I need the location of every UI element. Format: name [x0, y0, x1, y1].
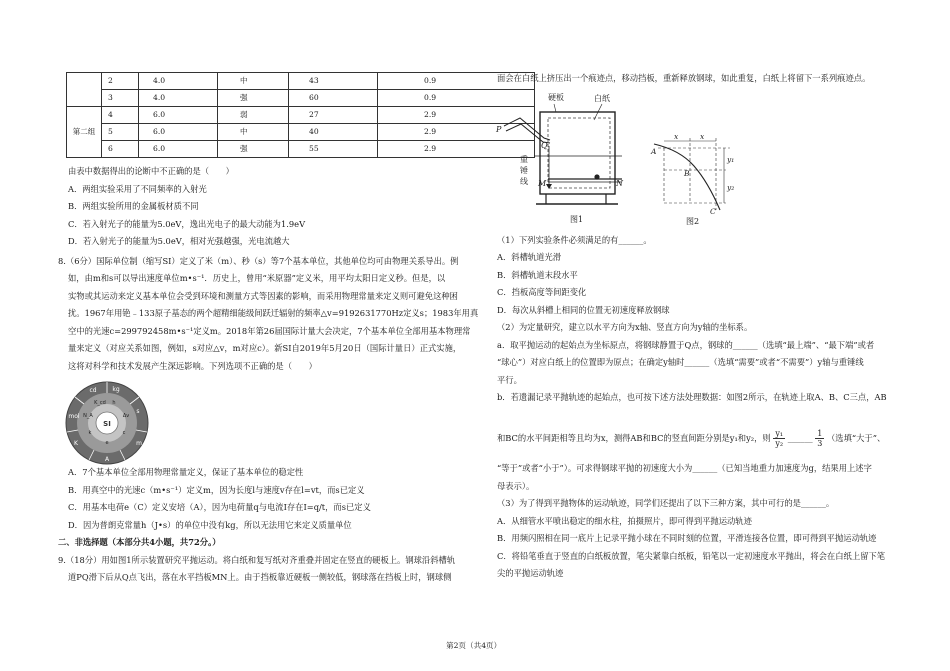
fig2-label-a: A [651, 147, 657, 156]
q9-part2b-line-4: 母表示）。 [497, 481, 535, 491]
q9-part3-option-b: B．用频闪照相在同一底片上记录平抛小球在不同时刻的位置，平滑连接各位置，即可得到平抛运动轨迹 [497, 533, 877, 543]
q8-line-1: 8.（6分）国际单位制（缩写SI）定义了米（m）、秒（s）等7个基本单位，其他单位均可由物理关系导出。例 [58, 256, 459, 266]
fig2-label-y2: y₂ [727, 183, 735, 192]
q9-part1-option-d: D．每次从斜槽上相同的位置无初速度释放钢球 [497, 305, 670, 315]
fig2-label-x1: x [674, 132, 679, 141]
section-two-heading: 二、非选择题（本部分共4小题，共72分。） [58, 537, 221, 547]
q7-option-a: A．两组实验采用了不同频率的入射光 [68, 184, 207, 194]
q8-option-c: C．用基本电荷e（C）定义安培（A），因为电荷量q与电流I存在I=q/t，而s已定义 [68, 502, 371, 512]
table-row: 6 6.0 强 55 2.9 [67, 141, 535, 158]
q8-option-d: D．因为普朗克常量h（J•s）的单位中没有kg，所以无法用它来定义质量单位 [68, 520, 352, 530]
fig1-caption: 图1 [570, 215, 584, 224]
q8-line-2: 如，由m和s可以导出速度单位m•s⁻¹．历史上，曾用“米原器”定义米，用平均太阳日定义秒。但是，以 [68, 273, 446, 283]
si-const-kcd: K_cd [94, 400, 106, 406]
fig2-label-y1: y₁ [727, 155, 735, 164]
fig1-label-plumb-3: 线 [520, 177, 528, 186]
q9-part1-option-b: B．斜槽轨道末段水平 [497, 270, 578, 280]
q8-option-b: B．用真空中的光速c（m•s⁻¹）定义m，因为长度l与速度v存在l=vt，而s已定义 [68, 485, 365, 495]
si-const-e: e [105, 440, 109, 446]
figure-2-trajectory [650, 130, 750, 226]
si-unit-m: m [136, 440, 142, 447]
figure-1-apparatus [494, 90, 644, 226]
si-const-h: h [112, 400, 116, 406]
si-const-na: N_A [83, 413, 93, 419]
si-unit-kg: kg [112, 386, 120, 393]
q9-part1-option-c: C．挡板高度等间距变化 [497, 287, 587, 297]
q8-line-5: 空中的光速c=299792458m•s⁻¹定义m。2018年第26届国际计量大会决定，7个基本单位全部用基本物理常 [68, 326, 471, 336]
q9-line-1: 9.（18分）用如图1所示装置研究平抛运动。将白纸和复写纸对齐重叠并固定在竖直的硬板上。钢球沿斜槽轨 [58, 555, 456, 565]
q9-intro-continued: 面会在白纸上挤压出一个痕迹点，移动挡板，重新释放钢球，如此重复，白纸上将留下一系列痕迹点。 [497, 73, 871, 83]
table-row: 3 4.0 强 60 0.9 [67, 90, 535, 107]
q9-part1-option-a: A．斜槽轨道光滑 [497, 252, 562, 262]
si-unit-mol: mol [68, 413, 80, 420]
fraction-y1-over-y2: $\frac{\text{y₁}}{\text{y₂}}$ [775, 429, 784, 448]
q8-line-3: 实物或其运动来定义基本单位会受到环境和测量方式等因素的影响，而采用物理常量来定义则可避免这种困 [68, 291, 458, 301]
fig1-label-q: Q [541, 141, 548, 150]
q9-part2b-line-1: b．若遗漏记录平抛轨迹的起始点，也可按下述方法处理数据：如图2所示，在轨迹上取A、B、C三点，AB [497, 392, 887, 402]
q9-part2a-line-2: “球心”）对应白纸上的位置即为原点；在确定y轴时______（选填“需要”或者“不需要”）y轴与重锤线 [497, 357, 864, 367]
q9-part2a-line-1: a．取平抛运动的起始点为坐标原点，将钢球静置于Q点，钢球的______（选填“最上端”、“最下端”或者 [497, 340, 875, 350]
si-const-k: k [88, 430, 92, 436]
fig1-label-m: M [538, 179, 547, 188]
q8-option-a: A．7个基本单位全部用物理常量定义，保证了基本单位的稳定性 [68, 467, 304, 477]
si-unit-s: s [136, 408, 140, 415]
q9-part3-stem: （3）为了得到平抛物体的运动轨迹，同学们还提出了以下三种方案，其中可行的是______。 [497, 498, 835, 508]
q7-stem: 由表中数据得出的论断中不正确的是（ ） [68, 166, 234, 176]
q9-line-2: 道PQ滑下后从Q点飞出，落在水平挡板MN上。由于挡板靠近硬板一侧较低，钢球落在挡板上时，钢球侧 [68, 572, 452, 582]
table-row: 2 4.0 中 43 0.9 [67, 73, 535, 90]
si-unit-cd: cd [89, 387, 97, 394]
q7-option-c: C．若入射光子的能量为5.0eV，逸出光电子的最大动能为1.9eV [68, 219, 306, 229]
si-center-label: SI [103, 420, 111, 428]
table-row: 5 6.0 中 40 2.9 [67, 124, 535, 141]
q8-line-7: 这将对科学和技术发展产生深远影响。下列选项不正确的是（ ） [68, 361, 317, 371]
q8-line-6: 量来定义（对应关系如图，例如，s对应△v，m对应c）。新SI自2019年5月20日（国际计量日）正式实施， [68, 343, 462, 353]
fraction-one-third: $\frac{1}{3}$ [817, 429, 823, 448]
q8-line-4: 扰。1967年用铯﹣133原子基态的两个超精细能级间跃迁辐射的频率△v=9192631770Hz定义s；1983年用真 [68, 308, 479, 318]
page-footer: 第2页（共4页） [446, 641, 502, 650]
fig1-label-plumb-1: 重 [520, 155, 528, 164]
q9-part3-option-a: A．从细管水平喷出稳定的细水柱，拍摄照片，即可得到平抛运动轨迹 [497, 516, 752, 526]
q9-part2b-fraction-line: 和BC的水平间距相等且均为x，测得AB和BC的竖直间距分别是y₁和y₂，则 $\frac{\text{y₁}}{\text{y₂}}$ ______ $\frac{1}{3}$ （选填“大于”、 [497, 429, 886, 448]
q9-part2-stem: （2）为定量研究，建立以水平方向为x轴、竖直方向为y轴的坐标系。 [497, 322, 753, 332]
fig2-caption: 图2 [686, 217, 700, 226]
table-row: 第二组 4 6.0 弱 27 2.9 [67, 107, 535, 124]
q9-part3-option-c-line-2: 尖的平抛运动轨迹 [497, 568, 564, 578]
fig2-label-b: B [684, 169, 690, 178]
fig1-label-whitepaper: 白纸 [594, 94, 610, 103]
si-const-dv: Δν [122, 413, 130, 419]
q9-part2a-line-3: 平行。 [497, 375, 522, 385]
data-table [66, 72, 535, 158]
fig1-label-plumb-2: 锤 [520, 166, 528, 175]
si-unit-k: K [74, 440, 78, 447]
fig1-label-p: P [496, 125, 502, 134]
q7-option-d: D．若入射光子的能量为5.0eV，相对光强越强，光电流越大 [68, 236, 290, 246]
fig2-label-x2: x [700, 132, 705, 141]
si-units-wheel [64, 380, 150, 466]
group-label: 第二组 [72, 127, 96, 136]
fig1-label-n: N [616, 179, 623, 188]
si-unit-a: A [104, 456, 110, 463]
si-const-c: c [122, 430, 126, 436]
q9-part2b-line-3: “等于”或者“小于”）。可求得钢球平抛的初速度大小为______（已知当地重力加速度为g，结果用上述字 [497, 463, 872, 473]
q9-part1-stem: （1）下列实验条件必须满足的有______。 [497, 235, 652, 245]
fig1-label-hardboard: 硬板 [548, 93, 564, 102]
fig2-label-c: C [710, 207, 716, 216]
q7-option-b: B．两组实验所用的金属板材质不同 [68, 201, 199, 211]
q9-part3-option-c-line-1: C．将铅笔垂直于竖直的白纸板放置，笔尖紧靠白纸板，铅笔以一定初速度水平抛出，将会在白纸上留下笔 [497, 551, 886, 561]
